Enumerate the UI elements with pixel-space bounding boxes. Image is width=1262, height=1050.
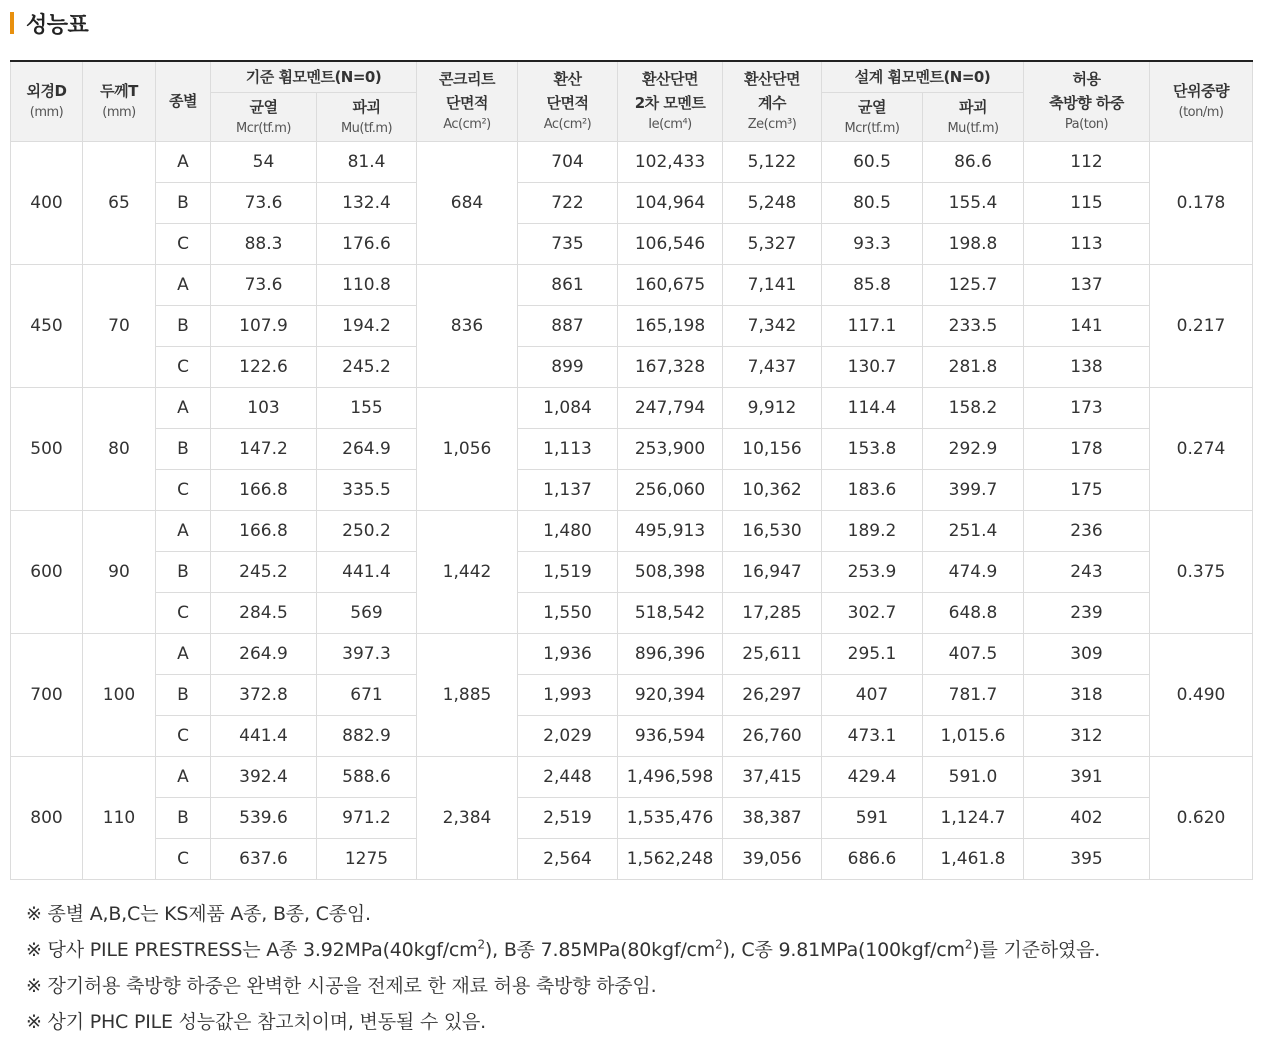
cell-design-crack: 130.7 [822, 346, 923, 387]
cell-unit-weight: 0.217 [1150, 264, 1253, 387]
cell-conv-area: 722 [518, 182, 618, 223]
cell-design-crack: 117.1 [822, 305, 923, 346]
cell-base-break: 81.4 [317, 141, 417, 182]
header-thickness: 두께T (mm) [83, 61, 156, 141]
cell-conv-coef: 5,248 [723, 182, 822, 223]
cell-conv-area: 1,480 [518, 510, 618, 551]
cell-conv-coef: 5,122 [723, 141, 822, 182]
cell-base-break: 335.5 [317, 469, 417, 510]
cell-outer-dia: 500 [11, 387, 83, 510]
table-row [11, 264, 1253, 305]
cell-axial-load: 178 [1024, 428, 1150, 469]
cell-conv-moment: 253,900 [618, 428, 723, 469]
cell-design-crack: 407 [822, 674, 923, 715]
cell-grade: A [156, 264, 211, 305]
cell-design-crack: 253.9 [822, 551, 923, 592]
cell-axial-load: 391 [1024, 756, 1150, 797]
cell-thickness: 100 [83, 633, 156, 756]
cell-unit-weight: 0.375 [1150, 510, 1253, 633]
cell-base-break: 882.9 [317, 715, 417, 756]
cell-unit-weight: 0.178 [1150, 141, 1253, 264]
cell-conv-moment: 495,913 [618, 510, 723, 551]
header-base-crack: 균열 Mcr(tf.m) [211, 92, 317, 141]
cell-base-break: 194.2 [317, 305, 417, 346]
cell-axial-load: 113 [1024, 223, 1150, 264]
table-row [11, 305, 1253, 346]
header-design-break: 파괴 Mu(tf.m) [923, 92, 1024, 141]
cell-conv-coef: 5,327 [723, 223, 822, 264]
cell-outer-dia: 800 [11, 756, 83, 879]
cell-design-crack: 114.4 [822, 387, 923, 428]
cell-conv-area: 899 [518, 346, 618, 387]
cell-concrete-area: 684 [417, 141, 518, 264]
cell-conv-coef: 26,297 [723, 674, 822, 715]
cell-conv-moment: 160,675 [618, 264, 723, 305]
cell-design-break: 281.8 [923, 346, 1024, 387]
cell-conv-coef: 7,141 [723, 264, 822, 305]
cell-conv-moment: 1,562,248 [618, 838, 723, 879]
cell-grade: C [156, 223, 211, 264]
cell-conv-coef: 17,285 [723, 592, 822, 633]
cell-outer-dia: 450 [11, 264, 83, 387]
table-row [11, 428, 1253, 469]
cell-conv-area: 2,029 [518, 715, 618, 756]
cell-conv-moment: 256,060 [618, 469, 723, 510]
cell-design-crack: 189.2 [822, 510, 923, 551]
cell-conv-moment: 508,398 [618, 551, 723, 592]
header-base-moment: 기준 휨모멘트(N=0) [211, 61, 417, 92]
footnote-grades: ※ 종별 A,B,C는 KS제품 A종, B종, C종임. [26, 903, 371, 925]
header-axial-load: 허용 축방향 하중 Pa(ton) [1024, 61, 1150, 141]
header-base-break: 파괴 Mu(tf.m) [317, 92, 417, 141]
cell-base-crack: 284.5 [211, 592, 317, 633]
cell-base-break: 132.4 [317, 182, 417, 223]
cell-base-crack: 107.9 [211, 305, 317, 346]
header-design-crack: 균열 Mcr(tf.m) [822, 92, 923, 141]
cell-design-break: 251.4 [923, 510, 1024, 551]
cell-concrete-area: 1,885 [417, 633, 518, 756]
cell-conv-moment: 1,535,476 [618, 797, 723, 838]
cell-base-crack: 122.6 [211, 346, 317, 387]
cell-grade: C [156, 715, 211, 756]
cell-conv-moment: 518,542 [618, 592, 723, 633]
cell-conv-coef: 39,056 [723, 838, 822, 879]
cell-thickness: 110 [83, 756, 156, 879]
table-row [11, 715, 1253, 756]
cell-grade: C [156, 469, 211, 510]
cell-axial-load: 312 [1024, 715, 1150, 756]
cell-base-crack: 54 [211, 141, 317, 182]
cell-grade: B [156, 797, 211, 838]
cell-design-break: 407.5 [923, 633, 1024, 674]
cell-axial-load: 236 [1024, 510, 1150, 551]
cell-design-crack: 302.7 [822, 592, 923, 633]
cell-conv-coef: 7,342 [723, 305, 822, 346]
cell-conv-area: 1,084 [518, 387, 618, 428]
cell-axial-load: 402 [1024, 797, 1150, 838]
cell-axial-load: 318 [1024, 674, 1150, 715]
cell-base-break: 245.2 [317, 346, 417, 387]
cell-base-crack: 73.6 [211, 182, 317, 223]
cell-conv-coef: 16,530 [723, 510, 822, 551]
cell-design-crack: 183.6 [822, 469, 923, 510]
cell-conv-area: 704 [518, 141, 618, 182]
cell-outer-dia: 400 [11, 141, 83, 264]
footnote-prestress: ※ 당사 PILE PRESTRESS는 A종 $3.92MPa(40kgf/cm^2)$, B종 $7.85MPa(80kgf/cm^2)$, C종 $9.81MPa(100kgf/cm^2)$를 기준하였음. [26, 937, 1101, 961]
cell-conv-moment: 896,396 [618, 633, 723, 674]
cell-base-crack: 147.2 [211, 428, 317, 469]
cell-base-crack: 392.4 [211, 756, 317, 797]
cell-outer-dia: 700 [11, 633, 83, 756]
cell-base-break: 441.4 [317, 551, 417, 592]
cell-design-break: 155.4 [923, 182, 1024, 223]
cell-conv-area: 1,993 [518, 674, 618, 715]
cell-grade: C [156, 592, 211, 633]
cell-grade: A [156, 510, 211, 551]
cell-design-crack: 153.8 [822, 428, 923, 469]
header-unit-weight: 단위중량 (ton/m) [1150, 61, 1253, 141]
cell-unit-weight: 0.620 [1150, 756, 1253, 879]
cell-base-crack: 88.3 [211, 223, 317, 264]
table-row [11, 838, 1253, 879]
cell-axial-load: 175 [1024, 469, 1150, 510]
cell-base-crack: 539.6 [211, 797, 317, 838]
cell-axial-load: 112 [1024, 141, 1150, 182]
cell-design-break: 648.8 [923, 592, 1024, 633]
cell-design-break: 292.9 [923, 428, 1024, 469]
cell-conv-coef: 25,611 [723, 633, 822, 674]
cell-grade: B [156, 182, 211, 223]
table-row [11, 510, 1253, 551]
cell-design-crack: 429.4 [822, 756, 923, 797]
cell-base-crack: 103 [211, 387, 317, 428]
cell-design-crack: 80.5 [822, 182, 923, 223]
cell-conv-moment: 1,496,598 [618, 756, 723, 797]
cell-base-break: 588.6 [317, 756, 417, 797]
cell-design-break: 125.7 [923, 264, 1024, 305]
cell-design-break: 198.8 [923, 223, 1024, 264]
cell-conv-coef: 7,437 [723, 346, 822, 387]
table-row [11, 797, 1253, 838]
cell-base-break: 671 [317, 674, 417, 715]
cell-base-crack: 166.8 [211, 510, 317, 551]
cell-conv-area: 1,936 [518, 633, 618, 674]
cell-grade: B [156, 428, 211, 469]
cell-axial-load: 239 [1024, 592, 1150, 633]
cell-base-crack: 73.6 [211, 264, 317, 305]
table-row [11, 141, 1253, 182]
cell-unit-weight: 0.274 [1150, 387, 1253, 510]
header-conv-coef: 환산단면 계수 Ze(cm³) [723, 61, 822, 141]
header-design-moment: 설계 휨모멘트(N=0) [822, 61, 1024, 92]
cell-design-break: 1,124.7 [923, 797, 1024, 838]
header-grade: 종별 [156, 61, 211, 141]
cell-base-break: 971.2 [317, 797, 417, 838]
page-title: 성능표 [26, 12, 89, 38]
cell-design-break: 399.7 [923, 469, 1024, 510]
table-row [11, 223, 1253, 264]
table-row [11, 756, 1253, 797]
cell-grade: A [156, 633, 211, 674]
cell-base-crack: 637.6 [211, 838, 317, 879]
table-row [11, 469, 1253, 510]
table-header [11, 61, 1253, 141]
cell-conv-area: 1,550 [518, 592, 618, 633]
cell-grade: C [156, 838, 211, 879]
cell-axial-load: 309 [1024, 633, 1150, 674]
cell-thickness: 65 [83, 141, 156, 264]
cell-axial-load: 115 [1024, 182, 1150, 223]
cell-grade: B [156, 305, 211, 346]
cell-design-break: 474.9 [923, 551, 1024, 592]
cell-conv-coef: 9,912 [723, 387, 822, 428]
cell-conv-area: 861 [518, 264, 618, 305]
cell-base-break: 110.8 [317, 264, 417, 305]
cell-base-break: 155 [317, 387, 417, 428]
table-row [11, 674, 1253, 715]
cell-base-break: 1275 [317, 838, 417, 879]
footnote-reference: ※ 상기 PHC PILE 성능값은 참고치이며, 변동될 수 있음. [26, 1011, 486, 1033]
cell-conv-area: 2,519 [518, 797, 618, 838]
cell-axial-load: 137 [1024, 264, 1150, 305]
cell-conv-moment: 104,964 [618, 182, 723, 223]
cell-design-crack: 295.1 [822, 633, 923, 674]
cell-grade: C [156, 346, 211, 387]
cell-conv-moment: 247,794 [618, 387, 723, 428]
cell-thickness: 70 [83, 264, 156, 387]
table-row [11, 182, 1253, 223]
cell-concrete-area: 1,442 [417, 510, 518, 633]
cell-base-crack: 245.2 [211, 551, 317, 592]
cell-design-break: 86.6 [923, 141, 1024, 182]
section-header [10, 10, 88, 36]
cell-conv-coef: 10,362 [723, 469, 822, 510]
table-row [11, 633, 1253, 674]
cell-conv-area: 1,113 [518, 428, 618, 469]
cell-outer-dia: 600 [11, 510, 83, 633]
cell-conv-area: 1,519 [518, 551, 618, 592]
cell-base-break: 569 [317, 592, 417, 633]
cell-base-crack: 166.8 [211, 469, 317, 510]
cell-design-crack: 93.3 [822, 223, 923, 264]
cell-grade: A [156, 387, 211, 428]
cell-design-crack: 591 [822, 797, 923, 838]
cell-design-crack: 85.8 [822, 264, 923, 305]
cell-base-crack: 372.8 [211, 674, 317, 715]
cell-conv-area: 887 [518, 305, 618, 346]
cell-concrete-area: 836 [417, 264, 518, 387]
footnote-axial-load: ※ 장기허용 축방향 하중은 완벽한 시공을 전제로 한 재료 허용 축방향 하중임. [26, 975, 657, 997]
cell-conv-coef: 26,760 [723, 715, 822, 756]
table-row [11, 387, 1253, 428]
performance-table [10, 60, 1253, 880]
cell-conv-moment: 167,328 [618, 346, 723, 387]
cell-design-break: 591.0 [923, 756, 1024, 797]
header-outer-dia: 외경D (mm) [11, 61, 83, 141]
cell-axial-load: 173 [1024, 387, 1150, 428]
cell-design-break: 1,461.8 [923, 838, 1024, 879]
cell-design-break: 158.2 [923, 387, 1024, 428]
cell-grade: A [156, 141, 211, 182]
cell-axial-load: 138 [1024, 346, 1150, 387]
header-conv-moment: 환산단면 2차 모멘트 Ie(cm⁴) [618, 61, 723, 141]
cell-unit-weight: 0.490 [1150, 633, 1253, 756]
header-concrete-area: 콘크리트 단면적 Ac(cm²) [417, 61, 518, 141]
cell-conv-coef: 16,947 [723, 551, 822, 592]
cell-base-break: 250.2 [317, 510, 417, 551]
cell-design-break: 1,015.6 [923, 715, 1024, 756]
cell-conv-moment: 102,433 [618, 141, 723, 182]
cell-conv-moment: 920,394 [618, 674, 723, 715]
cell-base-break: 397.3 [317, 633, 417, 674]
cell-conv-coef: 38,387 [723, 797, 822, 838]
cell-conv-moment: 106,546 [618, 223, 723, 264]
cell-grade: B [156, 674, 211, 715]
cell-conv-area: 2,564 [518, 838, 618, 879]
cell-base-crack: 264.9 [211, 633, 317, 674]
cell-conv-coef: 37,415 [723, 756, 822, 797]
title-accent-bar [10, 12, 14, 34]
table-row [11, 592, 1253, 633]
cell-design-break: 233.5 [923, 305, 1024, 346]
table-row [11, 346, 1253, 387]
cell-design-crack: 686.6 [822, 838, 923, 879]
cell-grade: B [156, 551, 211, 592]
table-row [11, 551, 1253, 592]
cell-conv-area: 735 [518, 223, 618, 264]
cell-thickness: 80 [83, 387, 156, 510]
cell-conv-coef: 10,156 [723, 428, 822, 469]
cell-axial-load: 395 [1024, 838, 1150, 879]
cell-conv-moment: 165,198 [618, 305, 723, 346]
cell-axial-load: 243 [1024, 551, 1150, 592]
cell-axial-load: 141 [1024, 305, 1150, 346]
cell-base-crack: 441.4 [211, 715, 317, 756]
cell-conv-moment: 936,594 [618, 715, 723, 756]
cell-base-break: 264.9 [317, 428, 417, 469]
cell-grade: A [156, 756, 211, 797]
cell-base-break: 176.6 [317, 223, 417, 264]
cell-concrete-area: 1,056 [417, 387, 518, 510]
cell-design-break: 781.7 [923, 674, 1024, 715]
cell-thickness: 90 [83, 510, 156, 633]
cell-conv-area: 2,448 [518, 756, 618, 797]
footnotes [26, 896, 1100, 1040]
cell-concrete-area: 2,384 [417, 756, 518, 879]
header-conv-area: 환산 단면적 Ac(cm²) [518, 61, 618, 141]
table-body [11, 141, 1253, 879]
cell-design-crack: 60.5 [822, 141, 923, 182]
cell-design-crack: 473.1 [822, 715, 923, 756]
cell-conv-area: 1,137 [518, 469, 618, 510]
